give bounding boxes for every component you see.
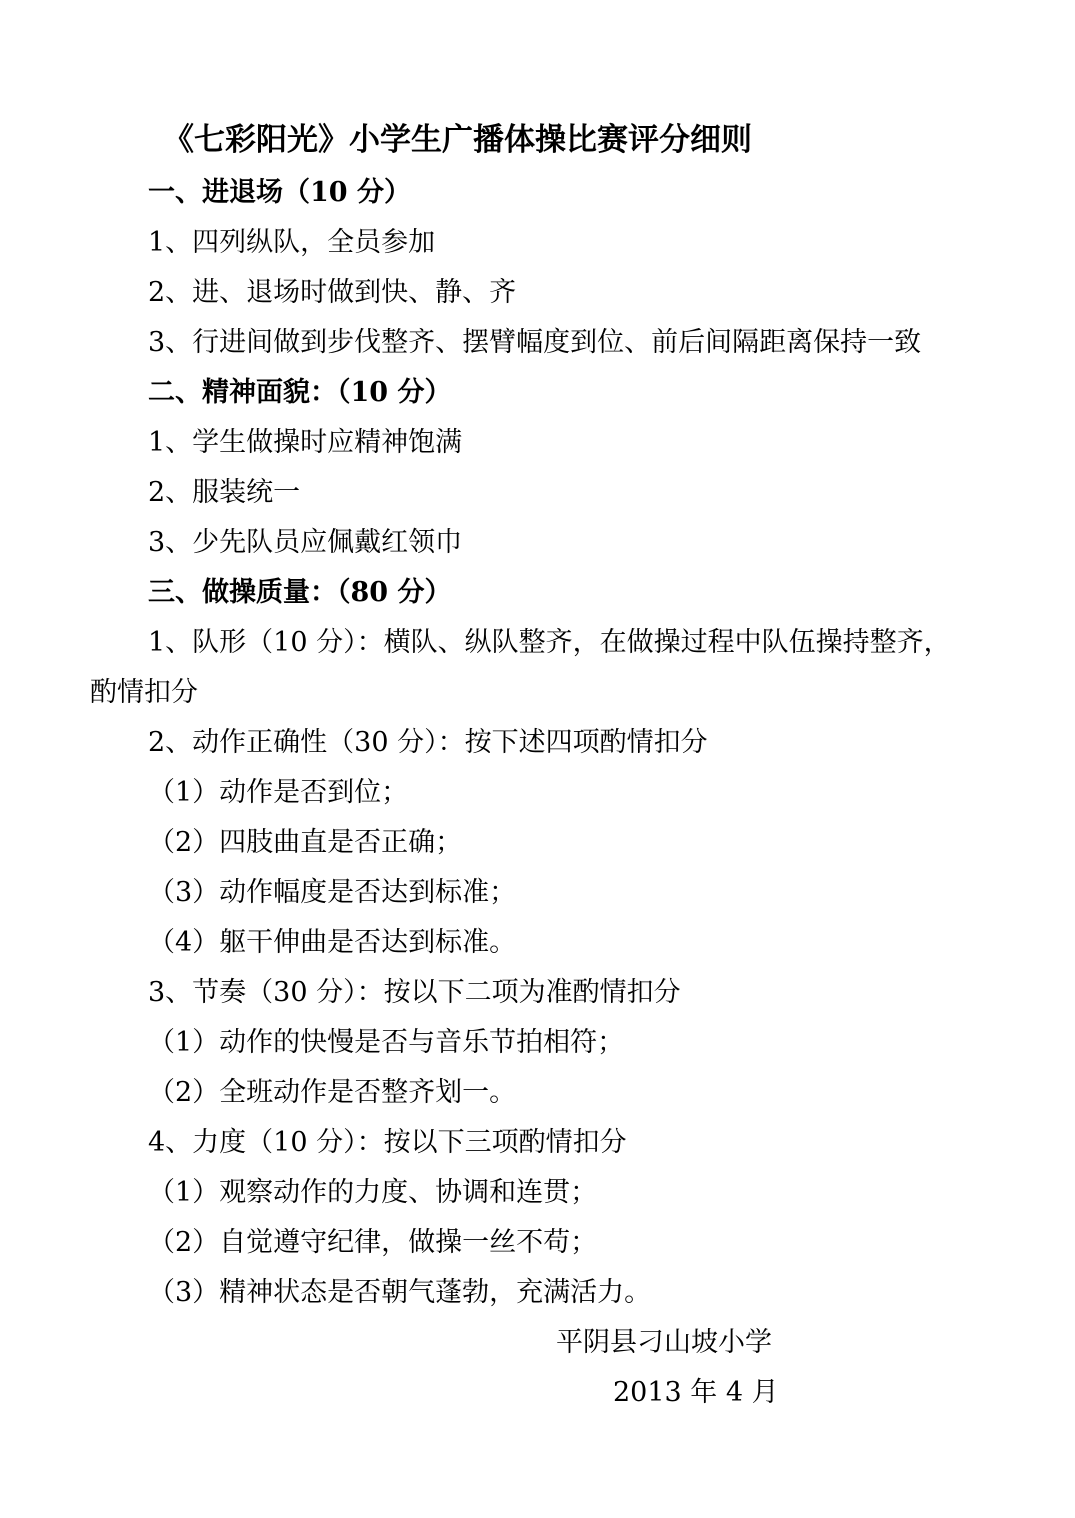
- sub-item: （3）精神状态是否朝气蓬勃，充满活力。: [148, 1277, 652, 1308]
- sub-item: （2）自觉遵守纪律，做操一丝不苟；: [148, 1227, 598, 1258]
- list-item: 1、四列纵队，全员参加: [148, 227, 436, 258]
- list-item: 2、服装统一: [148, 477, 301, 508]
- list-item: 2、进、退场时做到快、静、齐: [148, 277, 517, 308]
- list-item: 3、行进间做到步伐整齐、摆臂幅度到位、前后间隔距离保持一致: [148, 327, 922, 358]
- section-heading-entry-exit: 一、进退场（10 分）: [148, 177, 411, 208]
- sub-item: （1）动作是否到位；: [148, 777, 409, 808]
- sub-item: （1）观察动作的力度、协调和连贯；: [148, 1177, 598, 1208]
- signature-date: 2013 年 4 月: [613, 1377, 779, 1408]
- list-item: 3、节奏（30 分）：按以下二项为准酌情扣分: [148, 977, 681, 1008]
- list-item: 4、力度（10 分）：按以下三项酌情扣分: [148, 1127, 627, 1158]
- signature-organization: 平阴县刁山坡小学: [556, 1327, 772, 1358]
- section-heading-appearance: 二、精神面貌：（10 分）: [148, 377, 452, 408]
- sub-item: （1）动作的快慢是否与音乐节拍相符；: [148, 1027, 625, 1058]
- sub-item: （2）四肢曲直是否正确；: [148, 827, 463, 858]
- document-title: 《七彩阳光》小学生广播体操比赛评分细则: [163, 122, 752, 158]
- list-item: 1、学生做操时应精神饱满: [148, 427, 463, 458]
- list-item-continuation: 酌情扣分: [90, 677, 198, 708]
- sub-item: （3）动作幅度是否达到标准；: [148, 877, 517, 908]
- list-item: 3、少先队员应佩戴红领巾: [148, 527, 463, 558]
- list-item: 1、队形（10 分）：横队、纵队整齐，在做操过程中队伍操持整齐，: [148, 627, 951, 658]
- list-item: 2、动作正确性（30 分）：按下述四项酌情扣分: [148, 727, 708, 758]
- section-heading-quality: 三、做操质量：（80 分）: [148, 577, 452, 608]
- sub-item: （4）躯干伸曲是否达到标准。: [148, 927, 517, 958]
- sub-item: （2）全班动作是否整齐划一。: [148, 1077, 517, 1108]
